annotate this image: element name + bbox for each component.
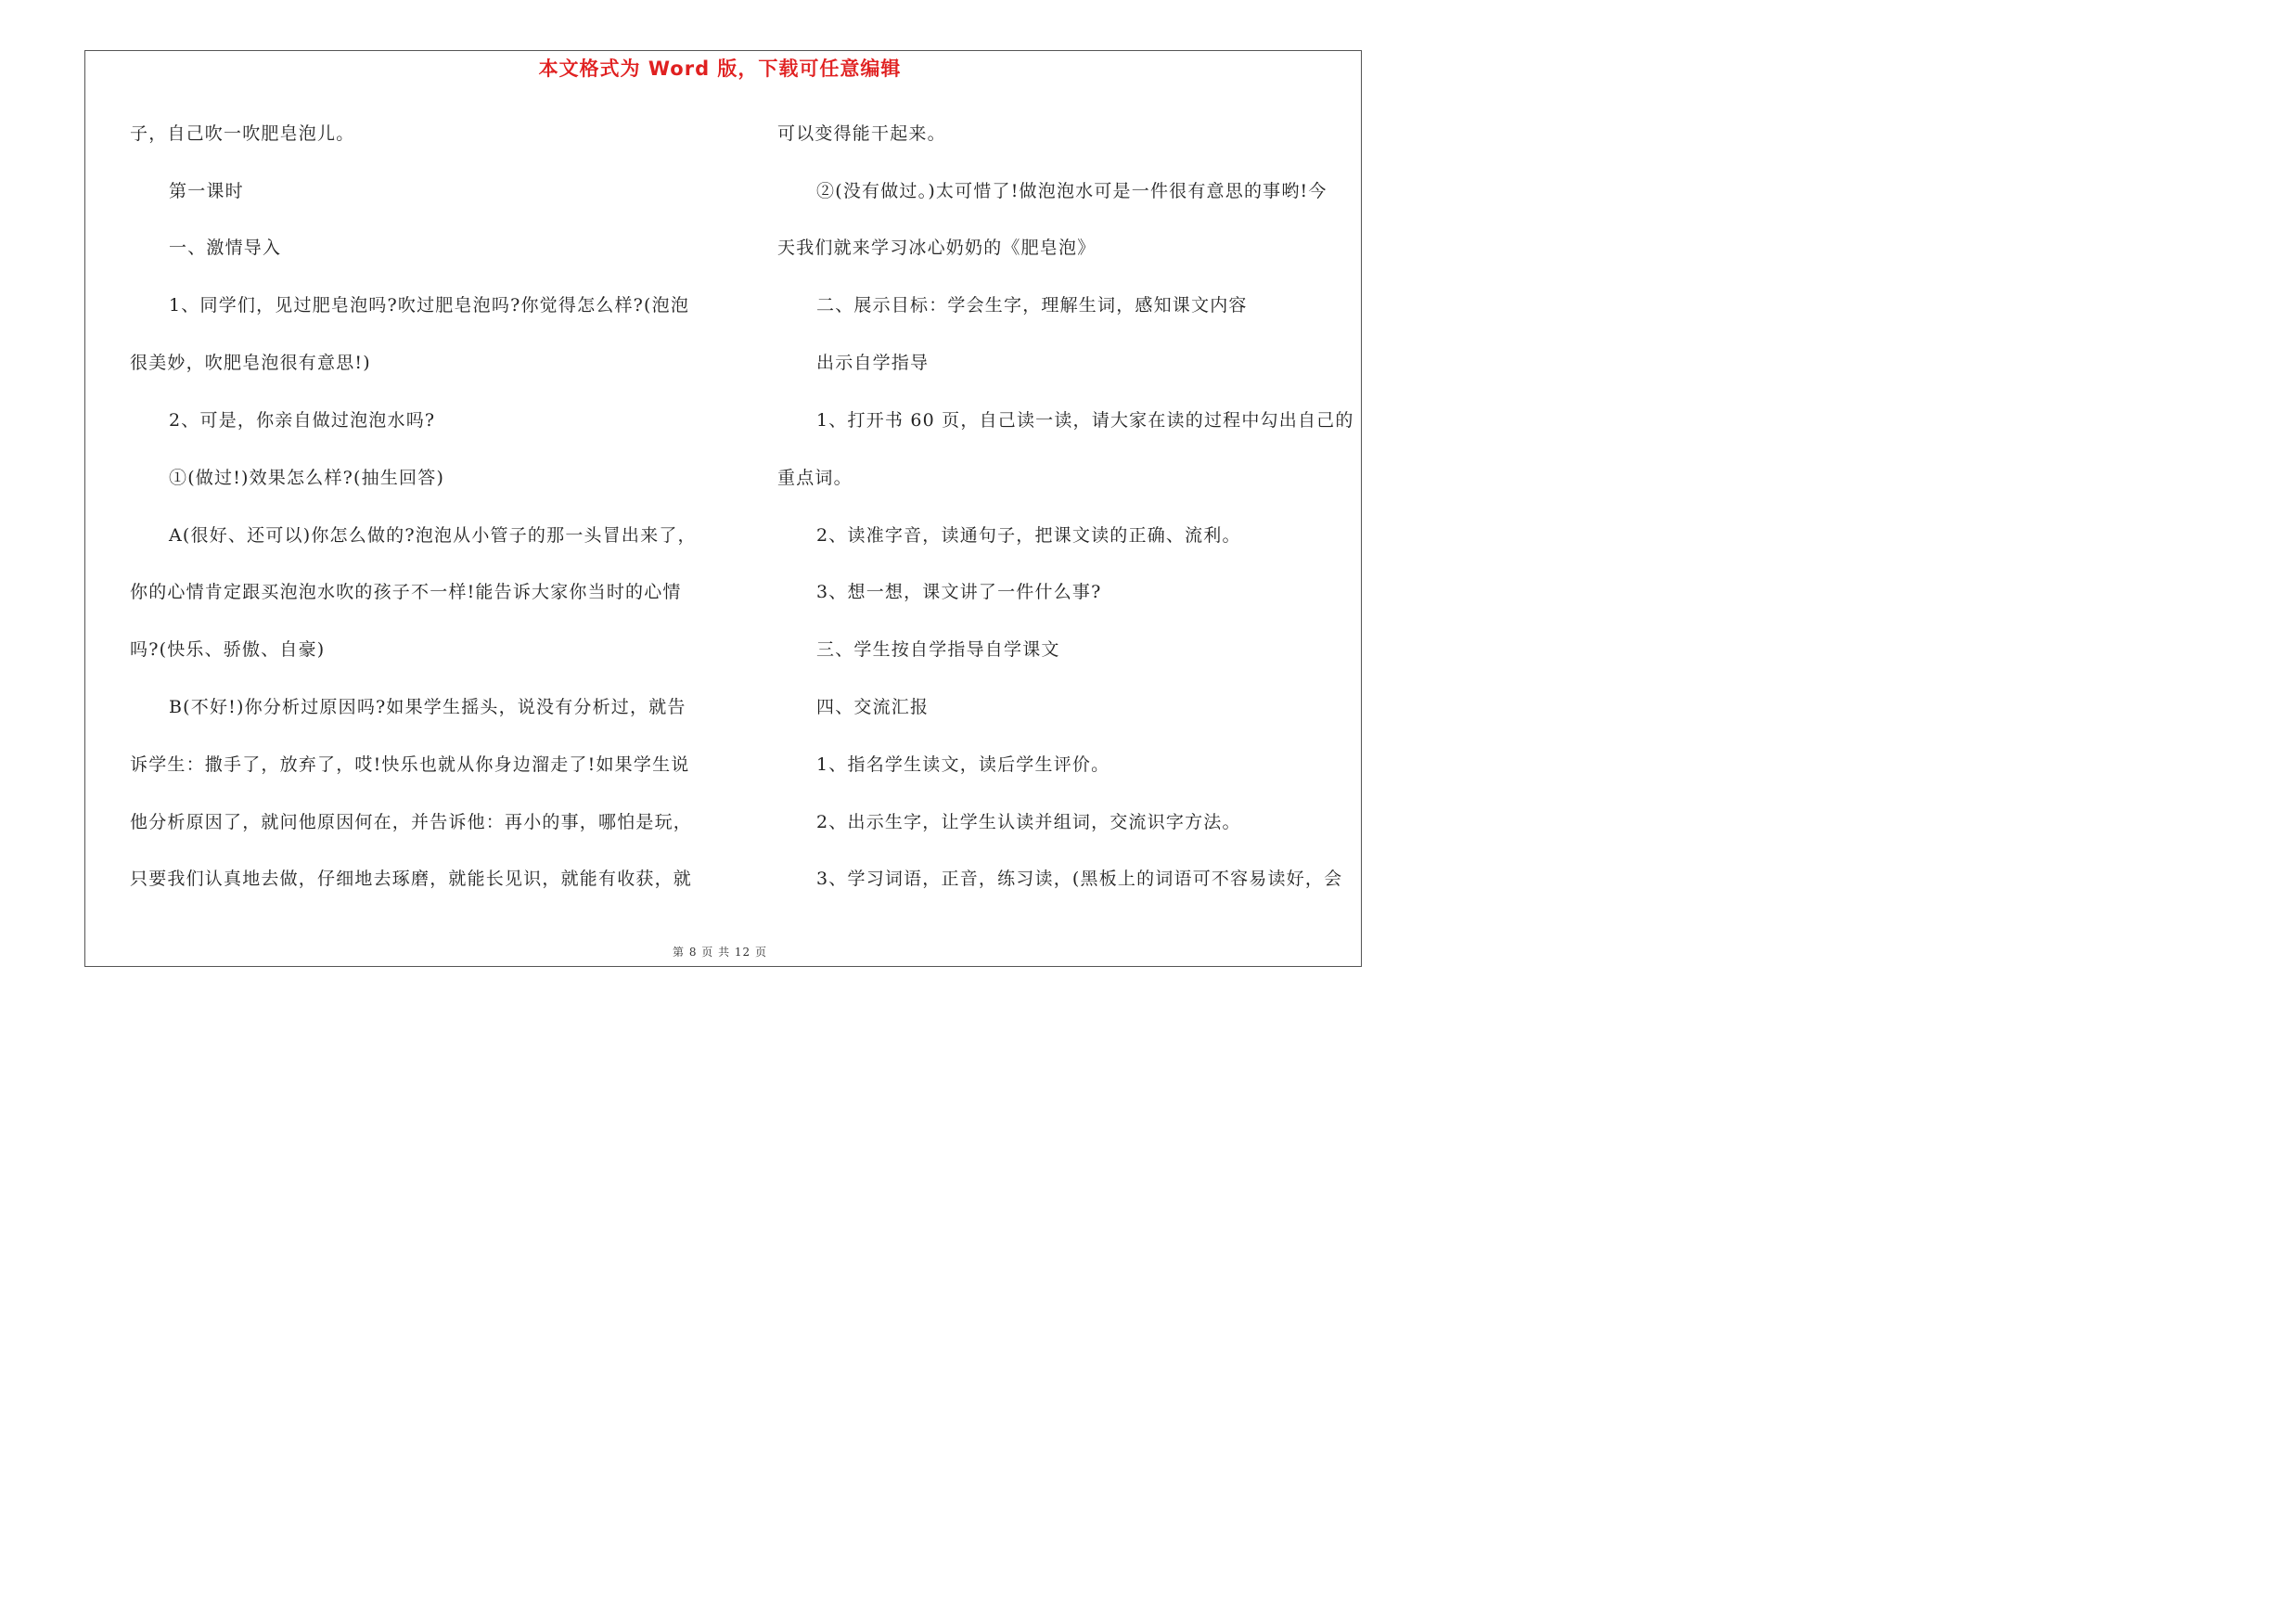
body-line: 3、学习词语，正音，练习读，(黑板上的词语可不容易读好，会 [816,869,1343,889]
body-line: 很美妙，吹肥皂泡很有意思!) [130,353,371,373]
body-line: 子，自己吹一吹肥皂泡儿。 [130,123,355,144]
section-heading: 第一课时 [169,181,244,201]
body-line: 2、出示生字，让学生认读并组词，交流识字方法。 [816,812,1241,832]
body-line: ①(做过!)效果怎么样?(抽生回答) [169,468,445,488]
section-heading: 四、交流汇报 [816,697,930,717]
body-line: 吗?(快乐、骄傲、自豪) [130,639,326,660]
section-heading: 出示自学指导 [816,353,930,373]
body-line: 1、打开书 60 页，自己读一读，请大家在读的过程中勾出自己的 [816,410,1354,431]
body-line: 可以变得能干起来。 [777,123,946,144]
body-line: 3、想一想，课文讲了一件什么事? [816,582,1102,602]
page-number: 第 8 页 共 12 页 [673,946,767,959]
body-line: 诉学生：撒手了，放弃了，哎!快乐也就从你身边溜走了!如果学生说 [130,754,690,775]
body-line: 1、指名学生读文，读后学生评价。 [816,754,1110,775]
section-heading: 二、展示目标：学会生字，理解生词，感知课文内容 [816,295,1248,316]
body-line: 天我们就来学习冰心奶奶的《肥皂泡》 [777,238,1097,258]
body-line: A(很好、还可以)你怎么做的?泡泡从小管子的那一头冒出来了， [169,525,697,546]
section-heading: 一、激情导入 [169,238,282,258]
notice-prefix: 本文格式为 [538,58,648,80]
body-line: 你的心情肯定跟买泡泡水吹的孩子不一样!能告诉大家你当时的心情 [130,582,682,602]
body-line: 只要我们认真地去做，仔细地去琢磨，就能长见识，就能有收获，就 [130,869,693,889]
notice-suffix: 版，下载可任意编辑 [710,58,902,80]
body-line: 2、读准字音，读通句子，把课文读的正确、流利。 [816,525,1241,546]
notice-word: Word [648,58,711,80]
body-line: 1、同学们，见过肥皂泡吗?吹过肥皂泡吗?你觉得怎么样?(泡泡 [169,295,690,316]
body-line: 重点词。 [777,468,853,488]
body-line: 2、可是，你亲自做过泡泡水吗? [169,410,436,431]
section-heading: 三、学生按自学指导自学课文 [816,639,1060,660]
body-line: B(不好!)你分析过原因吗?如果学生摇头，说没有分析过，就告 [169,697,686,717]
body-line: 他分析原因了，就问他原因何在，并告诉他：再小的事，哪怕是玩， [130,812,693,832]
body-line: ②(没有做过。)太可惜了!做泡泡水可是一件很有意思的事哟!今 [816,181,1328,201]
download-notice [0,54,1440,82]
